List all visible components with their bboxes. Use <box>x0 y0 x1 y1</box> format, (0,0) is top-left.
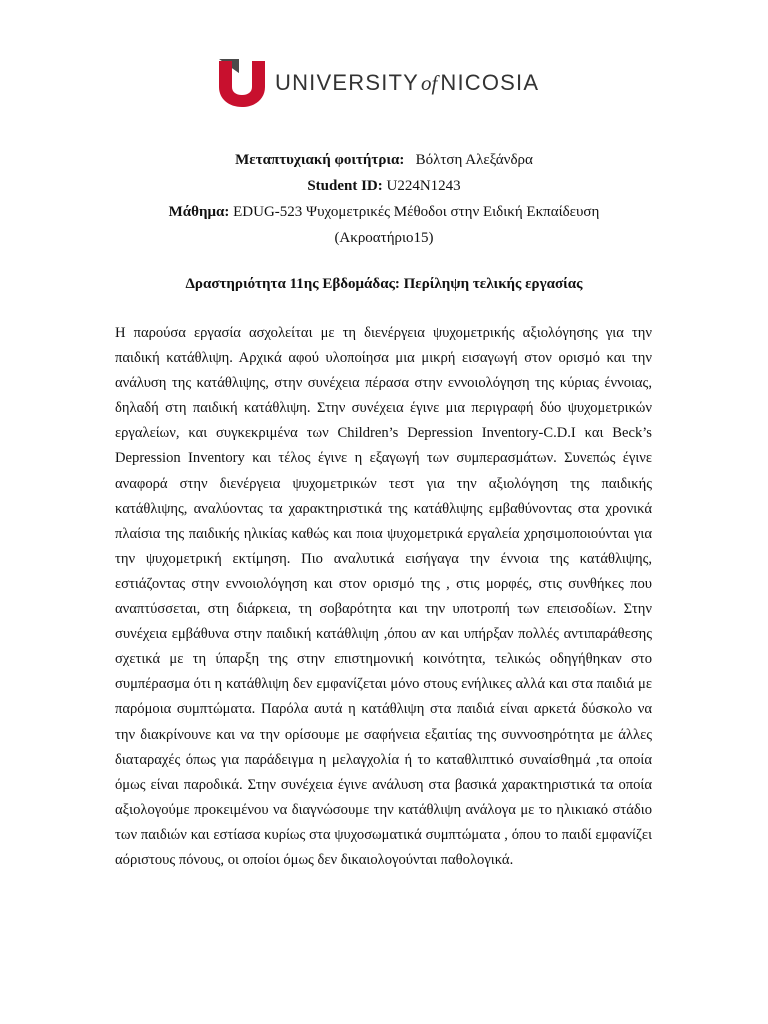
student-id-label: Student ID: <box>307 178 383 194</box>
student-id-value: U224N1243 <box>386 178 461 194</box>
course-value: EDUG-523 Ψυχομετρικές Μέθοδοι στην Ειδική Εκπαίδευση <box>233 204 600 220</box>
activity-title: Δραστηριότητα 11ης Εβδομάδας: Περίληψη τελικής εργασίας <box>185 276 583 292</box>
body-paragraph: Η παρούσα εργασία ασχολείται με τη διενέργεια ψυχομετρικής αξιολόγησης για την παιδική κατάθλιψη. Αρχικά αφού υλοποίησα μια μικρή εισαγωγή στον ορισμό και την ανάλυση της κατάθλιψης, στην συνέχεια πέρασα στην εννοιολόγηση της κύριας έννοιας, δηλαδή στη παιδική κατάθλιψη. Στην συνέχεια έγινε μια περιγραφή δύο ψυχομετρικών εργαλείων, και συγκεκριμένα των Children’s Depression Inventory-C.D.I και Beck’s Depression Inventory και τέλος έγινε η εξαγωγή των συμπερασμάτων. Συνεπώς έγινε αναφορά στην διενέργεια ψυχομετρικών τεστ για την αξιολόγηση της παιδικής κατάθλιψης, αναλύοντας τα χαρακτηριστικά της κατάθλιψης εμβαθύνοντας στα χρονικά πλαίσια της παιδικής ηλικίας καθώς και ποια ψυχομετρικά εργαλεία χρησιμοποιούνται για την ψυχομετρική εκτίμηση. Πιο αναλυτικά εισήγαγα την έννοια της κατάθλιψης, εστιάζοντας στην εννοιολόγηση και στον ορισμό της , στις μορφές, στις συνθήκες που αναπτύσσεται, στη διάρκεια, τη σοβαρότητα και την υποτροπή των επεισοδίων. Στην συνέχεια εμβάθυνα στην παιδική κατάθλιψη ,όπου αν και υπήρξαν πολλές αντιπαράθεσης σχετικά με τη ύπαρξη της στην επιστημονική κοινότητα, τελικώς οδηγήθηκαν στο συμπέρασμα ότι η κατάθλιψη δεν εμφανίζεται μόνο στους ενήλικες αλλά και στα παιδιά με παρόμοια συμπτώματα. Παρόλα αυτά η κατάθλιψη στα παιδιά είναι αρκετά δύσκολο να την διακρίνουνε και να την ορίσουμε με σαφήνεια εξαιτίας της συννοσηρότητα με άλλες διαταραχές όπως για παράδειγμα η μελαγχολία ή το καταθλιπτικό συναίσθημά ,τα οποία όμως είναι παροδικά. Στην συνέχεια έγινε ανάλυση στα βασικά χαρακτηριστικά τα οποία αξιολογούμε προκειμένου να διαγνώσουμε την κατάθλιψη ανάλογα με το ηλικιακό στάδιο των παιδιών και εστίασα κυρίως στα ψυχοσωματικά συμπτώματα , όπου το παιδί εμφανίζει αόριστους πόνους, οι οποίοι όμως δεν δικαιολογούνται παθολογικά. <box>115 325 652 868</box>
course-label: Μάθημα: <box>168 204 230 220</box>
course-note: (Ακροατήριο15) <box>334 230 434 246</box>
student-line <box>80 147 688 173</box>
wordmark-of: of <box>421 71 438 95</box>
wordmark-university: UNIVERSITY <box>275 70 420 95</box>
student-label: Μεταπτυχιακή φοιτήτρια: <box>235 152 405 168</box>
university-logo <box>219 58 539 108</box>
document-header <box>80 147 688 251</box>
university-shield-icon <box>219 59 265 107</box>
student-id-line <box>80 173 688 199</box>
course-line <box>80 199 688 225</box>
student-name: Βόλτση Αλεξάνδρα <box>415 152 533 168</box>
university-wordmark <box>275 70 539 96</box>
wordmark-nicosia: NICOSIA <box>440 70 540 95</box>
